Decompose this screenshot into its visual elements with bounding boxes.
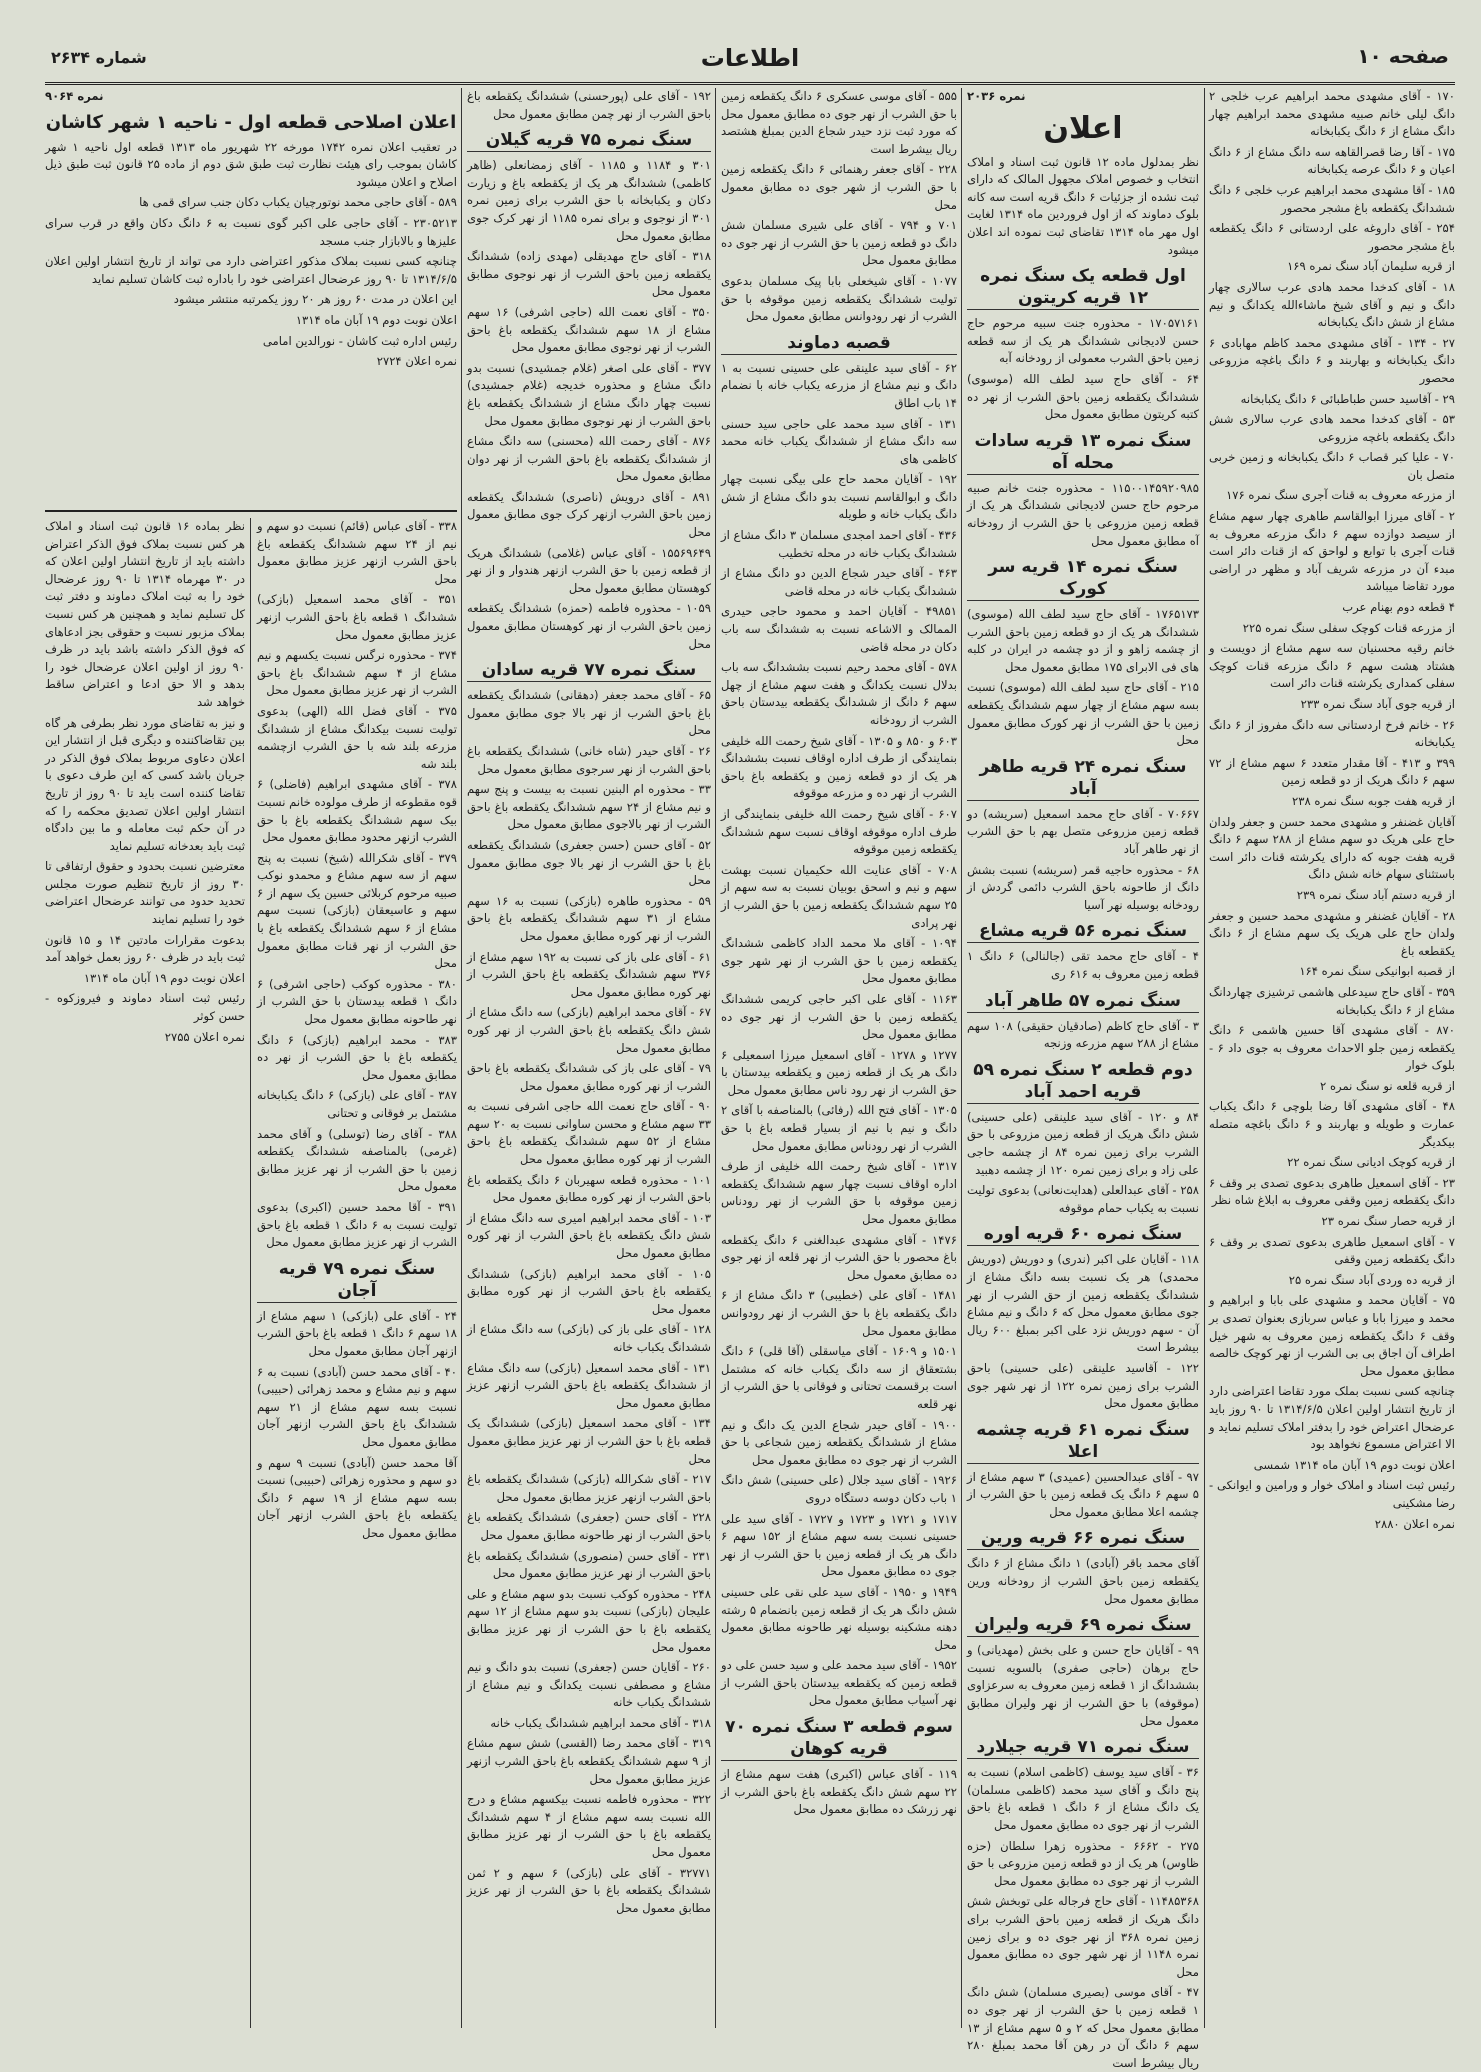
newspaper-name: اطلاعات (700, 44, 800, 72)
listing-entry: ۱۳۱ - آقای سید محمد علی حاجی سید حسنی سه دانگ مشاع از ششدانگ یکباب خانه محمد کاظمی های (721, 416, 957, 466)
listing-entry: ۱۱۵۰۰۱۴۵۹۲۰۹۸۵ - محذوره جنت خانم صبیه مرحوم حاج حسن لادیجانی ششدانگ هر یک از قطعه زمین مزروعی با حق الشرب از رودخانه آه مطابق معمول محل (967, 480, 1199, 548)
listing-entry: ۶۴ - آقای حاج سید لطف الله (موسوی) ششدانگ یکقطعه زمین باحق الشرب از نهر ده کتبه کریتون مطابق معمول محل (967, 371, 1199, 422)
listing-entry: ۱۳۱ - آقای محمد اسمعیل (بازکی) سه دانگ مشاع از ششدانگ یکقطعه باغ باحق الشرب ازنهر عزیز مطابق معمول محل (467, 1360, 711, 1410)
listing-entry: ۴۸ - آقای مشهدی آقا رضا بلوچی ۶ دانگ یکباب عمارت و طویله و بهاربند و ۶ دانگ باغچه متصله بیکدیگر (1209, 1099, 1455, 1149)
listing-entry: از قریه حصار سنگ نمره ۲۳ (1321, 1214, 1455, 1229)
listing-entry: ۵۸۹ - آقای حاجی محمد نوتورچیان یکباب دکان جنب سرای قمی ها (139, 195, 457, 210)
listing-entry: آقای محمد باقر (آبادی) ۱ دانگ مشاع از ۶ دانگ یکقطعه زمین باحق الشرب از رودخانه ورین مطابق معمول محل (967, 1556, 1199, 1606)
listing-entry: نظر بماده ۱۶ قانون ثبت اسناد و املاک هر کس نسبت بملاک فوق الذکر اعتراض داشته باید از تاریخ انتشار اولین اعلان که در ۳۰ مهرماه ۱۳۱۴ تا ۹۰ روز عرضحال خود را به ثبت املاک دماوند و دفتر ثبت کل تسلیم نماید و همچنین هر کس نسبت بملاک مزبور نسبت و حقوقی بجز ادعاهای که فوق الذکر داشته باشد باید در ظرف ۹۰ روز از اولین اعلان عرضحال خود را بدهد و الا حق ادعا و اعتراض ساقط خواهد شد (45, 519, 246, 709)
section-heading: سوم قطعه ۳ سنگ نمره ۷۰ قریه کوهان (721, 1716, 957, 1761)
listing-entry: ۱۳۴ - آقای محمد اسمعیل (بازکی) ششدانگ یک قطعه باغ با حق الشرب از نهر عزیز مطابق معمول محل (467, 1416, 711, 1466)
listing-entry: ۱۰۵۹ - محذوره فاطمه (حمزه) ششدانگ یکقطعه زمین باحق الشرب از نهر کوهستان مطابق معمول محل (467, 601, 711, 651)
listing-entry: ۷۰۶۶۷ - آقای حاج محمد اسمعیل (سریشه) دو قطعه زمین مزروعی متصل بهم با حق الشرب از نهر طاهر آباد (967, 806, 1199, 857)
listing-entry: ۳۲۷۷۱ - آقای علی (بازکی) ۶ سهم و ۲ ثمن ششدانگ یکقطعه باغ با حق الشرب از نهر عزیز مطابق معمول محل (467, 1865, 711, 1915)
listing-entry: ۱۰۷۷ - آقای شیخعلی بابا پیک مسلمان بدعوی تولیت ششدانگ یکقطعه زمین موقوفه با حق الشرب از نهر رودوانس مطابق معمول محل (721, 273, 957, 324)
listing-entry: ۳۸۸ - آقای رضا (توسلی) و آقای محمد (غرمی) بالمناصفه ششدانگ یکقطعه زمین با حق الشرب از نهر عزیز مطابق معمول محل (257, 1126, 457, 1194)
column-3 (721, 88, 957, 2028)
column-rule (461, 88, 462, 2028)
listing-entry: نمره اعلان ۲۷۲۴ (376, 354, 457, 369)
section-heading: سنگ نمره ۷۵ قریه گیلان (467, 129, 711, 152)
listing-entry: از قصبه ابوانیکی سنگ نمره ۱۶۴ (1299, 964, 1455, 979)
section-heading: اول قطعه یک سنگ نمره ۱۲ قریه کریتون (967, 265, 1199, 310)
notice-title: اعلان (1043, 110, 1123, 146)
listing-entry: از قریه کوچک ادیانی سنگ نمره ۲۲ (1287, 1155, 1455, 1170)
listing-entry: ۱۹۵۲ - آقای سید محمد علی و سید حسن علی دو قطعه زمین که یکقطعه بیدستان باحق الشرب از نهر آسیاب مطابق معمول محل (721, 1658, 957, 1708)
correction-notice-box (45, 88, 457, 512)
listing-entry: ۱۹۴۹ و ۱۹۵۰ - آقای سید علی نقی علی حسینی شش دانگ هر یک از قطعه زمین بانضمام ۵ رشته دهنه مشکینه بوسیله نهر طاحونه مطابق معمول محل (721, 1584, 957, 1652)
listing-entry: ۱۹۲۶ - آقای سید جلال (علی حسینی) شش دانگ ۱ باب دکان دوسه دستگاه دروی (721, 1473, 957, 1505)
listing-entry: معترضین نسبت بحدود و حقوق ارتفاقی تا ۳۰ روز از تاریخ تنظیم صورت مجلس تحدید حدود می توانند عرضحال اعتراضی خود را تسلیم نمایند (45, 859, 245, 927)
listing-entry: چنانچه کسی نسبت بملاک مذکور اعتراضی دارد می تواند از تاریخ انتشار اولین اعلان ۱۳۱۴/۶/۵ تا ۹۰ روز عرضحال اعتراضی خود را باداره ثبت کاشان تسلیم نماید (45, 254, 457, 286)
box-notice-title: اعلان اصلاحی قطعه اول - ناحیه ۱ شهر کاشان (45, 111, 457, 133)
listing-entry: از قریه قلعه نو سنگ نمره ۲ (1320, 1078, 1455, 1093)
listing-entry: ۲۷ - ۱۳۴ - آقای مشهدی محمد کاظم مهابادی ۶ دانگ یکبابخانه و بهاربند و ۶ دانگ باغچه مزروعی محصور (1209, 335, 1455, 385)
listing-entry: ۱۸ - آقای کدخدا محمد هادی عرب سالاری چهار دانگ و نیم و آقای شیخ ماشاءالله یکدانگ و نیم مشاع از شش دانگ یکبابخانه (1209, 279, 1455, 330)
listing-entry: ۲۶۰ - آقایان حسن (جعفری) نسبت بدو دانگ و نیم مشاع و مصطفی نسبت یکدانگ و نیم مشاع از ششدانگ یکباب خانه (467, 1660, 711, 1710)
listing-entry: ۹۹ - آقایان حاج حسن و علی بخش (مهدیانی) و حاج برهان (حاجی صفری) بالسویه نسبت بششدانگ از ۱ قطعه زمین معروف به سرعزاوی (موقوفه) با حق الشرب از نهر ولیران مطابق معمول محل (967, 1643, 1199, 1728)
listing-entry: ۱۱۴۸۵۳۶۸ - آقای حاج فرجاله علی توبخش شش دانگ هریک از قطعه زمین باحق الشرب برای زمین نمره ۳۶۸ از نهر جوی ده و برای زمین نمره ۱۱۴۸ از نهر شهر جوی ده مطابق معمول محل (967, 1894, 1199, 1979)
listing-entry: ۹۰ - آقای حاج نعمت الله حاجی اشرفی نسبت به ۳۳ سهم مشاع و محسن ساوانی نسبت به ۲۰ سهم مشاع از ۵۲ سهم ششدانگ یکقطعه باغ باحق الشرب از نهر کوره مطابق معمول محل (467, 1099, 711, 1167)
listing-entry: ۱۱۹ - آقای عباس (اکبری) هفت سهم مشاع از ۲۲ سهم شش دانگ یکقطعه باغ باحق الشرب از نهر زرشک ده مطابق معمول محل (721, 1767, 957, 1817)
section-heading: قصبه دماوند (721, 332, 957, 355)
listing-entry: ۳۳ - محذوره ام البنین نسبت به بیست و پنج سهم و نیم مشاع از ۲۴ سهم ششدانگ یکقطعه باغ باحق الشرب از نهر بالاجوی مطابق معمول محل (467, 782, 711, 832)
listing-entry: ۳۳۸ - آقای عباس (قائم) نسبت دو سهم و نیم از ۲۴ سهم ششدانگ یکقطعه باغ باحق الشرب ازنهر عزیز مطابق معمول محل (257, 519, 457, 586)
section-heading: سنگ نمره ۲۴ قریه طاهر آباد (967, 756, 1199, 801)
listing-entry: ۵۲ - آقای حسن (حسن جعفری) ششدانگ یکقطعه باغ با حق الشرب از نهر بالا جوی مطابق معمول محل (467, 837, 711, 888)
section-heading: سنگ نمره ۷۹ قریه آجان (257, 1258, 457, 1303)
listing-entry: ۳۷۷ - آقای علی اصغر (غلام جمشیدی) نسبت بدو دانگ مشاع و محذوره خدیجه (غلام جمشیدی) نسبت چهار دانگ مشاع از ششدانگ یکقطعه باغ باحق الشرب از نهر نوجوی مطابق معمول محل (467, 360, 711, 428)
masthead (45, 38, 1455, 85)
listing-entry: ۲۳ - آقای اسمعیل طاهری بدعوی تصدی بر وقف ۶ دانگ یکقطعه زمین وقفی معروف به ابلاغ شاه نظر (1209, 1175, 1455, 1208)
listing-entry: ۵۳ - آقای کدخدا محمد هادی عرب سالاری شش دانگ یکقطعه باغچه مزروعی (1209, 412, 1455, 444)
listing-entry: ۳۷۵ - آقای فضل الله (الهی) بدعوی تولیت نسبت بیکدانگ مشاع از ششدانگ مزرعه بلند شه با حق الشرب ازچشمه بلند شه (257, 703, 457, 771)
listing-entry: ۱۹۲ - آقای علی (پورحسنی) ششدانگ یکقطعه باغ باحق الشرب از نهر چمن مطابق معمول محل (467, 89, 711, 121)
listing-entry: ۱۲۸ - آقای علی باز کی (بازکی) سه دانگ مشاع از ششدانگ یکباب خانه (467, 1322, 711, 1354)
notice-number: نمره ۲۰۳۶ (967, 89, 1026, 103)
listing-entry: ۳۷۸ - آقای مشهدی ابراهیم (فاضلی) ۶ قوه مقطوعه از طرف مولوده خانم نسبت بیک سهم ششدانگ یکقطعه باغ با حق الشرب ازنهر محدود مطابق معمول محل (257, 777, 457, 845)
listing-entry: ۳۵۰ - آقای نعمت الله (حاجی اشرفی) ۱۶ سهم مشاع از ۱۸ سهم ششدانگ یکقطعه باغ باحق الشرب از نهر نوجوی مطابق معمول محل (467, 304, 711, 355)
listing-entry: ۳۰۱ و ۱۱۸۴ و ۱۱۸۵ - آقای زمضانعلی (ظاهر کاظمی) ششدانگ هر یک از یکقطعه باغ و زیارت دکان و یکبابخانه با حق الشرب برای زمین نمره ۳۰۱ از نوجوی و برای نمره ۱۱۸۵ از نهر کرک جوی مطابق معمول محل (467, 158, 711, 243)
listing-entry: ۱۳۱۷ - آقای شیخ رحمت الله خلیفی از طرف اداره اوقاف نسبت چهار سهم ششدانگ یکقطعه زمین موقوفه با حق الشرب از نهر رودناس مطابق معمول محل (721, 1159, 957, 1227)
listing-entry: از مزرعه معروف به قنات آجری سنگ نمره ۱۷۶ (1226, 488, 1455, 503)
column-rule (961, 88, 962, 2028)
listing-entry: از قریه جوی آباد سنگ نمره ۲۳۳ (1300, 697, 1455, 711)
listing-entry: اعلان نوبت دوم ۱۹ آبان ماه ۱۳۱۴ (83, 970, 245, 985)
listing-entry: ۴۶۳ - آقای حیدر شجاع الدین دو دانگ مشاع از ششدانگ یکباب خانه در محله قاضی (721, 566, 957, 598)
listing-entry: ۴۳۶ - آقای احمد امجدی مسلمان ۳ دانگ مشاع از ششدانگ یکباب خانه در محله تخطیب (721, 528, 957, 560)
lower-subcolumns (45, 518, 457, 2028)
listing-entry: ۵۷۸ - آقای محمد رحیم نسبت بششدانگ سه باب بدلال نسبت یکدانگ و هفت سهم مشاع از چهل سهم ۶ دانگ از ششدانگ یکقطعه بیدستان باحق الشرب از رودخانه (721, 660, 957, 727)
listing-entry: خانم رقیه محسنیان سه سهم مشاع از دویست و هشتاد هشت سهم ۶ دانگ مزرعه قنات کوچک سفلی کمداری یکرشته قنات دائر است (1209, 641, 1456, 691)
listing-entry: آقایان غضنفر و مشهدی محمد حسن و جعفر ولدان حاج علی هریک دو سهم مشاع از ۲۸۸ سهم ۶ دانگ قریه هفت جوبه که دارای یکرشته قنات دائر است باستثنای سهام خانه شش دانگ (1209, 814, 1455, 882)
listing-entry: ۲۶ - خانم فرخ اردستانی سه دانگ مفروز از ۶ دانگ یکبابخانه (1209, 717, 1455, 750)
issue-number: شماره ۲۶۳۴ (51, 48, 147, 67)
listing-entry: ۳۱۸ - آقای محمد ابراهیم ششدانگ یکباب خانه (490, 1715, 711, 1730)
listing-entry: ۱۹۲ - آقایان محمد حاج علی بیگی نسبت چهار دانگ و ابوالقاسم نسبت بدو دانگ مشاع از شش دانگ یکباب خانه و طویله (721, 472, 957, 522)
listing-entry: ۸۷۰ - آقای مشهدی آقا حسین هاشمی ۶ دانگ یکقطعه زمین جلو الاحداث معروف به جوی داد ۶ - بلوک خوار (1209, 1023, 1455, 1073)
listing-entry: ۵۵۵ - آقای موسی عسکری ۶ دانگ یکقطعه زمین با حق الشرب از نهر جوی ده مطابق معمول محل که مورد ثبت نزد حیدر شجاع الدین بمبلغ هشتصد ریال بیشرط است (721, 89, 957, 156)
listing-entry: ۶۷ - آقای محمد ابراهیم (بازکی) سه دانگ مشاع از شش دانگ یکقطعه باغ باحق الشرب از نهر کوره مطابق معمول محل (467, 1005, 711, 1055)
listing-entry: بدعوت مقرارات مادتین ۱۴ و ۱۵ قانون ثبت باید در ظرف ۶۰ روز بعمل خواهد آمد (45, 932, 245, 965)
listing-entry: ۱۴۷۶ - آقای مشهدی عبدالغنی ۶ دانگ یکقطعه باغ محصور با حق الشرب از نهر قلعه از نهر جوی ده مطابق معمول محل (721, 1232, 957, 1282)
section-heading: دوم قطعه ۲ سنگ نمره ۵۹ قریه احمد آباد (967, 1059, 1199, 1104)
listing-entry: ۳۲۲ - محذوره فاطمه نسبت بیکسهم مشاع و درج الله نسبت بسه سهم مشاع از ۴ سهم ششدانگ یکقطعه باغ با حق الشرب از نهر عزیز مطابق معمول محل (467, 1792, 711, 1860)
section-heading: سنگ نمره ۶۹ قریه ولیران (967, 1614, 1199, 1637)
listing-entry: ۳۹۱ - آقا محمد حسین (اکبری) بدعوی تولیت نسبت به ۶ دانگ ۱ قطعه باغ باحق الشرب از نهر عزیز مطابق معمول محل (257, 1199, 457, 1250)
listing-entry: ۴ - آقای حاج محمد تقی (جالنالی) ۶ دانگ ۱ قطعه زمین معروف به ۶۱۶ ری (967, 949, 1199, 981)
box-notice-number: نمره ۹۰۶۴ (45, 89, 104, 103)
listing-entry: ۶۲ - آقای سید علینقی علی حسینی نسبت به ۱ دانگ و نیم مشاع از مزرعه یکباب خانه با نضمام ۱۴ باب اطاق (721, 360, 957, 410)
listing-entry: ۸۷۶ - آقای رحمت الله (محسنی) سه دانگ مشاع از ششدانگ یکقطعه باغ باحق الشرب از نهر دوان مطابق معمول محل (467, 434, 711, 484)
listing-entry: ۲۴ - آقای علی (بازکی) ۱ سهم مشاع از ۱۸ سهم ۶ دانگ ۱ قطعه باغ باحق الشرب ازنهر آجان مطابق معمول محل (257, 1308, 457, 1358)
listing-entry: ۱۵۰۱ و ۱۶۰۹ - آقای میاسقلی (آقا قلی) ۶ دانگ بشتعقاق از سه دانگ یکباب خانه که مشتمل است برقسمت تحتانی و فوقانی با حق الشرب از نهر قلعه (721, 1344, 957, 1411)
listing-entry: ۳۷۴ - محذوره نرگس نسبت یکسهم و نیم مشاع از ۴ سهم ششدانگ باغ باحق الشرب از نهر عزیز مطابق معمول محل (257, 648, 457, 698)
listing-entry: ۱۴۸۱ - آقای علی (خطیبی) ۳ دانگ مشاع از ۶ دانگ یکقطعه باغ با حق الشرب از نهر رودوانس مطابق معمول محل (721, 1288, 957, 1338)
listing-entry: ۲۵۸ - آقای عبدالعلی (هدایت‌نعانی) بدعوی تولیت نسبت به یکباب حمام موقوفه (967, 1183, 1199, 1215)
listing-entry: ۷۰ - علیا کبر قصاب ۶ دانگ یکبابخانه و زمین خربی متصل بان (1209, 450, 1456, 482)
listing-entry: ۱۸۵ - آقا مشهدی محمد ابراهیم عرب خلجی ۶ دانگ ششدانگ یکقطعه باغ مشجر محصور (1209, 182, 1455, 215)
listing-entry: ۹۷ - آقای عبدالحسین (عمیدی) ۳ سهم مشاع از ۵ سهم ۶ دانگ یک قطعه زمین با حق الشرب از چشمه اعلا مطابق معمول محل (967, 1469, 1199, 1519)
listing-entry: ۸۹۱ - آقای درویش (ناصری) ششدانگ یکقطعه زمین باحق الشرب ازنهر کرک جوی مطابق معمول محل (467, 489, 711, 540)
column-rule (715, 88, 716, 2028)
listing-entry: در تعقیب اعلان نمره ۱۷۴۲ مورخه ۲۲ شهریور ماه ۱۳۱۳ قطعه اول ناحیه ۱ شهر کاشان بموجب رای هیئت نظارت ثبت طبق شق دوم از ماده ۲۵ قانون ثبت طبق ذیل اصلاح و اعلان میشود (45, 139, 457, 189)
listing-entry: ۱۰۵ - آقای محمد ابراهیم (بازکی) ششدانگ یکقطعه باغ باحق الشرب از نهر کوره مطابق معمول محل (467, 1266, 711, 1316)
listing-entry: ۱۷۰۵۷۱۶۱ - محذوره جنت سبیه مرحوم حاج حسن لادیجانی ششدانگ هر یک از سه قطعه زمین باحق الشرب معمولی از رودخانه آبه (967, 316, 1199, 366)
listing-entry: ۱۲۷۷ و ۱۲۷۸ - آقای اسمعیل میرزا اسمعیلی ۶ دانگ هر یک از قطعه زمین و یکقطعه بیدستان با حق الشرب از نهر رود ناس مطابق معمول محل (721, 1047, 957, 1097)
listing-entry: رئیس ثبت اسناد و املاک خوار و ورامین و ایوانکی - رضا مشکینی (1209, 1478, 1455, 1510)
listing-entry: این اعلان در مدت ۶۰ روز هر ۲۰ روز یکمرتبه منتشر میشود (173, 292, 457, 307)
section-heading: سنگ نمره ۷۱ قریه جیلارد (967, 1736, 1199, 1759)
listing-entry: ۲۲۸ - آقای حسن (جعفری) ششدانگ یکقطعه باغ باحق الشرب از نهر طاحونه مطابق معمول محل (467, 1510, 711, 1542)
listing-entry: ۲۷۵ - ۶۶۶۲ - محذوره زهرا سلطان (حزه ظاوس) هر یک از دو قطعه زمین مزروعی با حق الشرب از نهر جوی ده مطابق معمول محل (967, 1838, 1200, 1888)
section-heading: سنگ نمره ۶۶ قریه ورین (967, 1527, 1199, 1550)
listing-entry: ۳۶ - آقای سید یوسف (کاظمی اسلام) نسبت به پنج دانگ و آقای سید محمد (کاظمی مسلمان) یک دانگ مشاع از ۶ دانگ ۱ قطعه باغ باحق الشرب از نهر جوی ده مطابق معمول محل (967, 1765, 1199, 1832)
listing-entry: از قریه سلیمان آباد سنگ نمره ۱۶۹ (1287, 259, 1455, 274)
listing-entry: ۳۵۹ - آقای حاج سیدعلی هاشمی ترشیزی چهاردانگ مشاع از ۶ دانگ یکبابخانه (1209, 984, 1455, 1017)
listing-entry: نمره اعلان ۲۷۵۵ (164, 1029, 245, 1044)
listing-entry: و نیز به تقاضای مورد نظر بطرفی هر گاه بین تقاضاکننده و دیگری قبل از انتشار این اعلان دعاوی مربوط بملاک فوق الذکر در جریان باشد کسی که این طرف دعوی با تقاضا کننده است باید تا ۹۰ روز از تاریخ انتشار اولین اعلان تصدیق محکمه را که در آن حکم ثبت معامله و ما بین دادگاه ثبت باید بعدخانه تسلیم نماید (45, 715, 245, 853)
column-2 (967, 88, 1200, 2070)
listing-entry: ۲۱۵ - آقای حاج سید لطف الله (موسوی) نسبت بسه سهم مشاع از چهار سهم ششدانگ یکقطعه زمین با حق الشرب از نهر کورک مطابق معمول محل (967, 680, 1199, 748)
column-1 (1209, 88, 1455, 2028)
listing-entry: ۱۷۰ - آقای مشهدی محمد ابراهیم عرب خلجی ۲ دانگ لیلی خانم صبیه مشهدی محمد ابراهیم چهار دانگ مشاع از ۶ دانگ یکبابخانه (1209, 89, 1455, 139)
listing-entry: ۱۰۹۴ - آقای ملا محمد الداد کاظمی ششدانگ یکقطعه زمین با حق الشرب از نهر شهر جوی مطابق معمول محل (721, 936, 957, 986)
listing-entry: ۱۳۰۵ - آقای فتح الله (رفائی) بالمناصفه با آقای ۲ دانگ و نیم با نیم از بسیار قطعه باغ با حق الشرب از نهر رودناس مطابق معمول محل (721, 1103, 957, 1153)
subcolumn-left (45, 518, 245, 2028)
listing-entry: ۲۶ - آقای حیدر (شاه خانی) ششدانگ یکقطعه باغ باحق الشرب از نهر سرجوی مطابق معمول محل (467, 744, 711, 776)
column-4 (467, 88, 711, 2028)
section-heading: سنگ نمره ۶۱ قریه چشمه اعلا (967, 1419, 1199, 1464)
listing-entry: ۴۹۸۵۱ - آقایان احمد و محمود حاجی حیدری الممالک و الاشاعه نسبت به ششدانگ سه باب دکان در محله قاضی (721, 604, 957, 654)
column-5 (45, 88, 457, 2028)
listing-entry: ۲۵۴ - آقای داروغه علی اردستانی ۶ دانگ یکقطعه باغ مشجر محصور (1209, 221, 1455, 253)
subcolumn-right (257, 518, 457, 2028)
column-rule (1204, 88, 1205, 2028)
listing-entry: ۷ - آقای اسمعیل طاهری بدعوی تصدی بر وقف ۶ دانگ یکقطعه زمین وقفی (1209, 1234, 1455, 1267)
page-number: صفحه ۱۰ (1357, 44, 1449, 68)
listing-entry: ۲۳۰۵۲۱۳ - آقای حاجی علی اکبر گوی نسبت به ۶ دانگ دکان واقع در قرب سرای علیزها و بالابازار جنب مسجد (45, 215, 457, 248)
listing-entry: ۷۰۱ و ۷۹۴ - آقای علی شیری مسلمان شش دانگ دو قطعه زمین با حق الشرب از نهر جوی ده مطابق معمول محل (721, 218, 957, 268)
listing-entry: از مزرعه قنات کوچک سفلی سنگ نمره ۲۲۵ (1242, 620, 1455, 635)
listing-entry: ۳۸۳ - محمد ابراهیم (بازکی) ۶ دانگ یکقطعه باغ با حق الشرب از نهر ده مطابق معمول محل (257, 1032, 457, 1082)
listing-entry: رئیس اداره ثبت کاشان - نورالدین امامی (262, 333, 457, 348)
listing-entry: اعلان نوبت دوم ۱۹ آبان ماه ۱۳۱۴ (295, 312, 457, 327)
listing-entry: ۱۲۲ - آقاسید علینقی (علی حسینی) باحق الشرب برای زمین نمره ۱۲۲ از نهر شهر جوی مطابق معمول محل (967, 1360, 1200, 1411)
listing-entry: اعلان نوبت دوم ۱۹ آبان ماه ۱۳۱۴ شمسی (1253, 1457, 1455, 1472)
section-heading: سنگ نمره ۵۷ طاهر آباد (967, 990, 1199, 1013)
section-heading: سنگ نمره ۱۴ قریه سر کورک (967, 556, 1199, 601)
listing-entry: ۲ - آقای میرزا ابوالقاسم طاهری چهار سهم مشاع از سیصد دوازده سهم ۶ دانگ مزرعه معروف به قنات آجری با توابع و لواحق که از قنات دائر است مبدء آن در مزرعه شریف آباد و مظهر در اراضی مورد تقاضا میباشد (1209, 509, 1455, 594)
listing-entry: ۶۵ - آقای محمد جعفر (دهقانی) ششدانگ یکقطعه باغ باحق الشرب از نهر بالا جوی مطابق معمول محل (467, 688, 711, 738)
listing-entry: ۴۷ - آقای موسی (بصیری مسلمان) شش دانگ ۱ قطعه زمین با حق الشرب از نهر جوی ده مطابق معمول محل که ۲ و ۵ سهم مشاع از ۱۳ سهم ۶ دانگ آن در رهن آقا محمد بمبلغ ۲۸۰ ریال بیشرط است (967, 1985, 1199, 2070)
column-rule (250, 518, 251, 2028)
section-heading: سنگ نمره ۷۷ قریه سادان (467, 659, 711, 682)
listing-entry: ۷۵ - آقایان محمد و مشهدی علی بابا و ابراهیم و محمد و میرزا بابا و عباس سربازی بعنوان تصدی بر وقف ۶ دانگ یکقطعه زمین معروف به شهر خیل اطراف آن اجاق بی بی الشرب از نهر کوچک خالصه مطابق معمول محل (1209, 1293, 1455, 1378)
listing-entry: ۳۱۹ - آقای محمد رضا (القسی) شش سهم مشاع از ۹ سهم ششدانگ یکقطعه باغ باحق الشرب ازنهر عزیز مطابق معمول محل (467, 1736, 711, 1786)
listing-entry: آقا محمد حسن (آبادی) نسبت ۹ سهم و دو سهم و محذوره زهرائی (حبیبی) نسبت بسه سهم مشاع از ۱۹ سهم ۶ دانگ یکقطعه باغ باحق الشرب ازنهر آجان مطابق معمول محل (257, 1455, 457, 1540)
listing-entry: نظر بمدلول ماده ۱۲ قانون ثبت اسناد و املاک انتخاب و خصوص املاک مجهول المالک که دارای ثبت نشده از جزئیات ۶ دانگ قریه است سه کانه بلوک دماوند که از اول فروردین ماه ۱۳۱۴ لغایت اول مهر ماه ۱۳۱۴ تقاضای ثبت نموده اند اعلان میشود (967, 154, 1199, 257)
listing-entry: ۲۸ - آقایان غضنفر و مشهدی محمد حسین و جعفر ولدان حاج علی هریک یک سهم مشاع از ۶ دانگ یکقطعه باغ (1209, 908, 1455, 958)
listing-entry: ۲۳۱ - آقای حسن (منصوری) ششدانگ یکقطعه باغ باحق الشرب از نهر عزیز مطابق معمول محل (467, 1548, 711, 1581)
listing-entry: ۴ قطعه دوم بهنام عرب (1342, 600, 1455, 615)
listing-entry: ۳۹۹ و ۴۱۳ - آقا مقدار متعدد ۶ سهم مشاع از ۷۲ سهم ۶ دانگ هریک از دو قطعه زمین (1209, 755, 1455, 788)
listing-entry: ۱۰۱ - محذوره قطعه سهیربان ۶ دانگ یکقطعه باغ باحق الشرب از نهر کوره مطابق معمول محل (467, 1172, 711, 1205)
listing-entry: ۳۷۹ - آقای شکرالله (شیخ) نسبت به پنج سهم از سه سهم مشاع و محمدو نوکب صبیه مرحوم کربلائی حسین یک سهم از ۶ سهم و عاسیعقان (بازکی) نسبت سهم مشاع از ۶ سهم ششدانگ یکقطعه باغ با حق الشرب از نهر قنات مطابق معمول محل (257, 850, 457, 971)
listing-entry: ۱۱۶۳ - آقای علی اکبر حاجی کریمی ششدانگ یکقطعه زمین با حق الشرب از نهر جوی ده مطابق معمول محل (721, 991, 957, 1042)
listing-entry: ۶۰۳ و ۸۵۰ و ۱۳۰۵ - آقای شیخ رحمت الله خلیفی بنمایندگی از طرف اداره اوقاف نسبت بششدانگ هر یک از دو قطعه زمین و یکقطعه باغ باحق الشرب از نهر ده و مزرعه موقوفه (721, 733, 957, 801)
listing-entry: ۱۰۳ - آقای محمد ابراهیم امیری سه دانگ مشاع از شش دانگ یکقطعه باغ باحق الشرب از نهر کوره مطابق معمول محل (467, 1210, 711, 1261)
section-heading: سنگ نمره ۶۰ قریه اوره (967, 1223, 1199, 1246)
listing-entry: ۱۷۵ - آقا رضا قصرالقاهه سه دانگ مشاع از ۶ دانگ اعیان و ۶ دانگ عرصه یکبابخانه (1209, 144, 1455, 177)
listing-entry: ۱۵۵۶۹۶۴۹ - آقای عباس (غلامی) ششدانگ هریک از قطعه زمین با حق الشرب ازنهر هندوار و از نهر کوهستان مطابق معمول محل (467, 545, 711, 595)
listing-entry: ۶۰۷ - آقای شیخ رحمت الله خلیفی بنمایندگی از طرف اداره موقوفه اوقاف نسبت سهم ششدانگ یکقطعه زمین موقوفه (721, 806, 957, 857)
listing-entry: از قریه هفت جوبه سنگ نمره ۲۳۸ (1292, 793, 1455, 808)
listing-entry: ۶۸ - محذوره حاجیه قمر (سریشه) نسبت بشش دانگ از طاحونه باحق الشرب دائمی گردش از رودخانه بوسیله نهر آسیا (967, 862, 1199, 912)
listing-entry: ۳۱۸ - آقای حاج مهدیقلی (مهدی زاده) ششدانگ یکقطعه زمین باحق الشرب از نهر نوجوی مطابق معمول محل (467, 249, 711, 299)
listing-entry: ۵۹ - محذوره طاهره (بازکی) نسبت به ۱۶ سهم مشاع از ۳۱ سهم ششدانگ یکقطعه باغ باحق الشرب از نهر کوره مطابق معمول محل (467, 893, 712, 943)
listing-entry: ۳۸۷ - آقای علی (بازکی) ۶ دانگ یکبابخانه مشتمل بر فوقانی و تحتانی (257, 1088, 457, 1120)
section-heading: سنگ نمره ۱۳ قریه سادات محله آه (967, 430, 1199, 475)
listing-entry: ۳ - آقای حاج کاظم (صادقیان حقیقی) ۱۰۸ سهم مشاع از ۲۸۸ سهم مزرعه وزنجه (967, 1018, 1199, 1051)
listing-entry: نمره اعلان ۲۸۸۰ (1374, 1516, 1455, 1531)
listing-entry: چنانچه کسی نسبت بملک مورد تقاضا اعتراضی دارد از تاریخ انتشار اولین اعلان ۱۳۱۴/۶/۵ تا ۹۰ روز باید عرضحال اعتراض خود را بدفتر املاک تسلیم نماید و الا اعتراض مسموع نخواهد بود (1209, 1384, 1455, 1452)
listing-entry: ۱۹۰۰ - آقای حیدر شجاع الدین یک دانگ و نیم مشاع از ششدانگ یکقطعه زمین شجاعی با حق الشرب از نهر جوی ده مطابق معمول محل (721, 1417, 957, 1467)
section-heading: سنگ نمره ۵۶ قریه مشاع (967, 920, 1199, 943)
listing-entry: ۷۰۸ - آقای عنایت الله حکیمیان نسبت بهشت سهم و نیم و اسحق بوبیان نسبت به سه سهم از ۲۵ سهم ششدانگ یکقطعه زمین با حق الشرب از نهر پرادی (721, 862, 957, 930)
listing-entry: ۶۱ - آقای علی باز کی نسبت به ۱۹۲ سهم مشاع از ۳۷۶ سهم ششدانگ یکقطعه باغ باحق الشرب از نهر کوره مطابق معمول محل (467, 949, 711, 999)
listing-entry: ۴۰ - آقای محمد حسن (آبادی) نسبت به ۶ سهم و نیم مشاع و محمد زهرائی (حبیبی) نسبت بسه سهم مشاع از ۲۱ سهم ششدانگ باغ باحق الشرب ازنهر آجان مطابق معمول محل (257, 1364, 457, 1449)
listing-entry: ۸۴ و ۱۲۰ - آقای سید علینقی (علی حسینی) شش دانگ هریک از قطعه زمین مزروعی با حق الشرب برای زمین نمره ۸۴ از چشمه حاجی علی زاد و برای زمین نمره ۱۲۰ از چشمه دهبید (967, 1109, 1199, 1177)
listing-entry: ۳۸۰ - محذوره کوکب (حاجی اشرفی) ۶ دانگ ۱ قطعه بیدستان با حق الشرب از نهر طاحونه مطابق معمول محل (257, 976, 457, 1027)
listing-entry: از قریه دستم آباد سنگ نمره ۲۳۹ (1296, 887, 1455, 902)
listing-entry: ۲۹ - آقاسید حسن طباطبائی ۶ دانگ یکبابخانه (1240, 391, 1455, 406)
listing-entry: رئیس ثبت اسناد دماوند و فیروزکوه - حسن کوثر (45, 991, 245, 1024)
listing-entry: از قریه ده وردی آباد سنگ نمره ۲۵ (1288, 1272, 1455, 1287)
listing-entry: ۳۵۱ - آقای محمد اسمعیل (بازکی) ششدانگ ۱ قطعه باغ باحق الشرب ازنهر عزیز مطابق معمول محل (257, 592, 457, 642)
listing-entry: ۷۹ - آقای علی باز کی ششدانگ یکقطعه باغ باحق الشرب از نهر کوره مطابق معمول محل (467, 1061, 711, 1093)
newspaper-page (45, 38, 1456, 2070)
listing-entry: ۲۴۸ - محذوره کوکب نسبت بدو سهم مشاع و علی علیجان (بازکی) نسبت بدو سهم مشاع از ۱۲ سهم یکقطعه باغ با حق الشرب از نهر عزیز مطابق معمول محل (467, 1586, 711, 1654)
listing-entry: ۲۱۷ - آقای شکرالله (بازکی) ششدانگ یکقطعه باغ باحق الشرب ازنهر عزیز مطابق معمول محل (467, 1472, 711, 1504)
listing-entry: ۱۱۸ - آقایان علی اکبر (ندری) و دوریش (دوریش محمدی) هر یک نسبت بسه دانگ مشاع از ششدانگ یکقطعه زمین از حق الشرب از نهر جوی مطابق معمول محل که ۶ دانگ و نیم مشاع آن - سهم دوریش نزد علی اکبر بمبلغ ۶۰۰ ریال بیشرط است (967, 1252, 1199, 1355)
listing-entry: ۱۷۶۵۱۷۳ - آقای حاج سید لطف الله (موسوی) ششدانگ هر یک از دو قطعه زمین باحق الشرب از چشمه زاهو و از دو چشمه در ایران در کلبه های فی الابرای ۱۷۵ مطابق معمول محل (967, 607, 1199, 674)
listing-entry: ۲۲۸ - آقای جعفر رهنمائی ۶ دانگ یکقطعه زمین با حق الشرب از شهر جوی ده مطابق معمول محل (721, 162, 957, 212)
listing-entry: ۱۷۱۷ و ۱۷۲۱ و ۱۷۲۳ و ۱۷۲۷ - آقای سید علی حسینی نسبت بسه سهم مشاع از ۱۵۲ سهم ۶ دانگ هر یک از قطعه زمین با حق الشرب از نهر جوی ده مطابق معمول محل (721, 1511, 957, 1579)
